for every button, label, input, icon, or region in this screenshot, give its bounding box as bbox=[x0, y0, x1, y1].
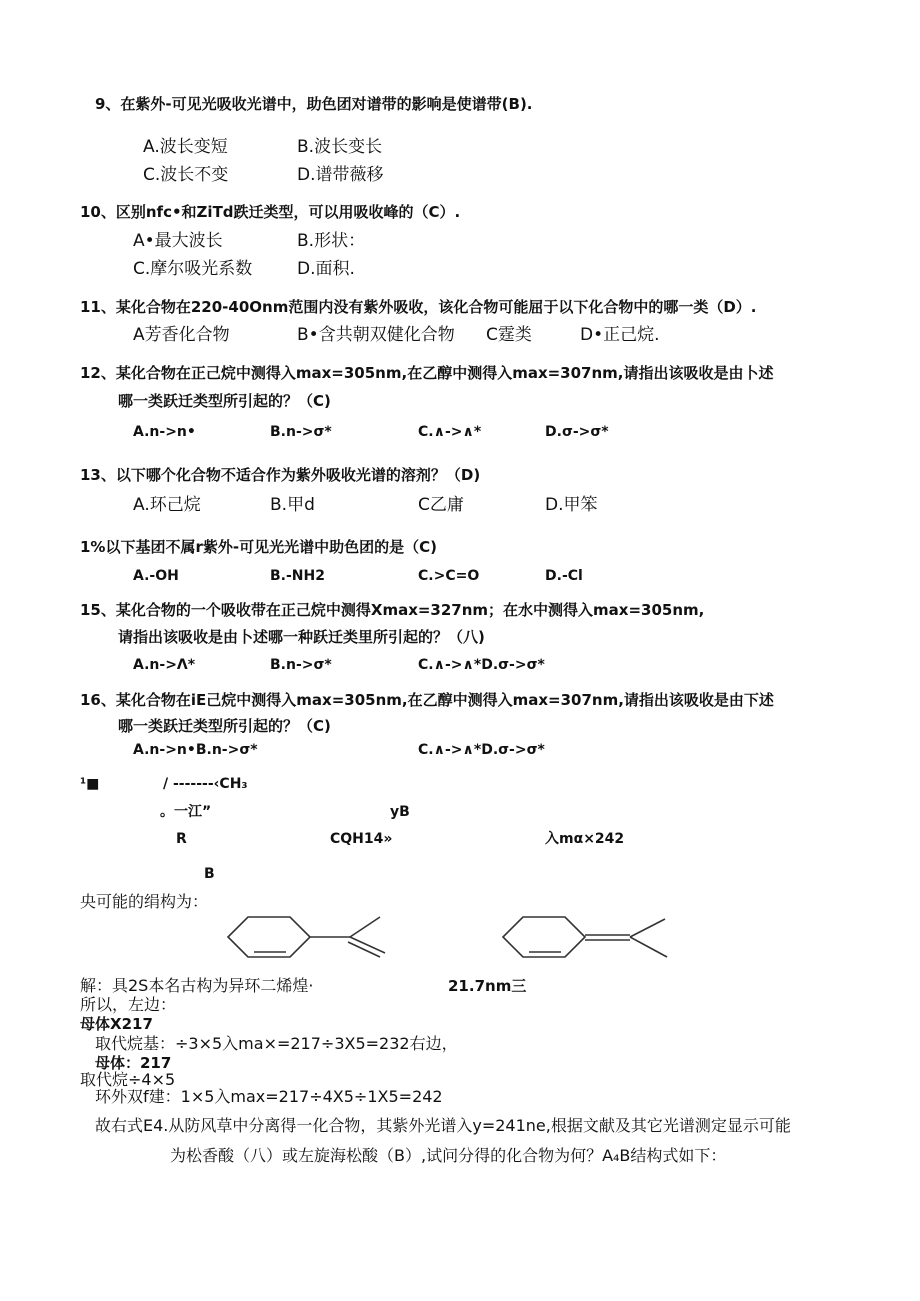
q13-stem: 13、以下哪个化合物不适合作为紫外吸收光谱的溶剂？（D) bbox=[80, 466, 481, 484]
q16-option-cd: C.∧->∧*D.σ->σ* bbox=[418, 742, 545, 758]
fragment-chain: / -------‹CH₃ bbox=[163, 776, 248, 792]
q9-option-b: B.波长变长 bbox=[297, 137, 383, 157]
q10-option-c: C.摩尔吸光系数 bbox=[133, 259, 253, 279]
q13-option-b: B.甲d bbox=[270, 495, 315, 515]
q14-option-c: C.>C=O bbox=[418, 568, 480, 584]
solution-line-8: 故右式E4.从防风草中分离得一化合物，其紫外光谱入y=241ne,根据文献及其它光谱测定显示可能 bbox=[95, 1116, 791, 1135]
q10-option-d: D.面积. bbox=[297, 259, 355, 279]
q10-option-b: B.形状： bbox=[297, 231, 366, 251]
q12-option-c: C.∧->∧* bbox=[418, 424, 482, 440]
solution-line-6: 取代烷÷4×5 bbox=[80, 1070, 176, 1089]
q9-stem: 9、在紫外-可见光吸收光谱中，助色团对谱带的影响是使谱带(B). bbox=[95, 95, 533, 113]
solution-line-1: 解：具2S本名古构为异环二烯煌· bbox=[80, 976, 314, 995]
q10-stem: 10、区别nfc•和ZiTd跌迁类型，可以用吸收峰的（C）. bbox=[80, 203, 461, 221]
q11-option-d: D•正己烷. bbox=[580, 325, 660, 345]
solution-line-7: 环外双f建：1×5入max=217÷4X5÷1X5=242 bbox=[95, 1087, 443, 1106]
q11-option-a: A芳香化合物 bbox=[133, 325, 230, 345]
q11-option-b: B•含共朝双健化合物 bbox=[297, 325, 455, 345]
fragment-b: B bbox=[204, 866, 215, 882]
q16-stem: 16、某化合物在iE己烷中测得入max=305nm,在乙醇中测得入max=307nm,请指出该吸收是由下述 bbox=[80, 691, 774, 709]
q14-option-a: A.-OH bbox=[133, 568, 179, 584]
q12-option-a: A.n->n• bbox=[133, 424, 196, 440]
q9-option-a: A.波长变短 bbox=[143, 137, 228, 157]
structure-left bbox=[220, 905, 400, 970]
fragment-r: R bbox=[176, 831, 187, 847]
q12-stem: 12、某化合物在正己烷中测得入max=305nm,在乙醇中测得入max=307nm,请指出该吸收是由卜述 bbox=[80, 364, 774, 382]
fragment-dot: 。一江” bbox=[160, 804, 212, 820]
solution-line-3: 母体X217 bbox=[80, 1015, 153, 1033]
q14-option-d: D.-Cl bbox=[545, 568, 583, 584]
q14-stem: 1%以下基团不属r紫外-可见光光谱中助色团的是（C) bbox=[80, 538, 437, 556]
q12-option-d: D.σ->σ* bbox=[545, 424, 609, 440]
fragment-lambda: 入mα×242 bbox=[545, 831, 625, 847]
fragment-formula: CQH14» bbox=[330, 831, 393, 847]
q13-option-a: A.环己烷 bbox=[133, 495, 201, 515]
q14-option-b: B.-NH2 bbox=[270, 568, 325, 584]
fragment-number: ¹■ bbox=[80, 776, 100, 792]
solution-intro: 央可能的绢构为： bbox=[80, 892, 209, 911]
q15-stem: 15、某化合物的一个吸收带在正己烷中测得Xmax=327nm；在水中测得入max=305nm, bbox=[80, 601, 705, 619]
q15-stem-2: 请指出该吸收是由卜述哪一种跃迁类里所引起的？（八) bbox=[118, 628, 485, 646]
q11-option-c: C霆类 bbox=[486, 325, 532, 345]
q12-option-b: B.n->σ* bbox=[270, 424, 332, 440]
q15-option-b: B.n->σ* bbox=[270, 657, 332, 673]
q15-option-a: A.n->Λ* bbox=[133, 657, 196, 673]
structure-right bbox=[495, 905, 680, 970]
solution-line-9: 为松香酸（八）或左旋海松酸（B）,试问分得的化合物为何？A₄B结构式如下： bbox=[170, 1146, 727, 1165]
solution-line-5: 母体：217 bbox=[95, 1054, 172, 1072]
q9-option-d: D.谱带薇移 bbox=[297, 165, 384, 185]
q9-option-c: C.波长不变 bbox=[143, 165, 229, 185]
solution-line-2: 所以，左边： bbox=[80, 995, 177, 1014]
q11-stem: 11、某化合物在220-40Onm范围内没有紫外吸收，该化合物可能屈于以下化合物中的哪一类（D）. bbox=[80, 298, 757, 316]
q13-option-d: D.甲笨 bbox=[545, 495, 598, 515]
q10-option-a: A•最大波长 bbox=[133, 231, 223, 251]
q15-option-cd: C.∧->∧*D.σ->σ* bbox=[418, 657, 545, 673]
q16-stem-2: 哪一类跃迁类型所引起的？（C) bbox=[118, 717, 331, 735]
q13-option-c: C乙庸 bbox=[418, 495, 464, 515]
q12-stem-2: 哪一类跃迁类型所引起的？（C) bbox=[118, 392, 331, 410]
fragment-yb: yB bbox=[390, 804, 410, 820]
solution-line-4: 取代烷基：÷3×5入ma×=217÷3X5=232右边， bbox=[95, 1034, 458, 1053]
solution-line-1b: 21.7nm三 bbox=[448, 977, 527, 995]
q16-option-ab: A.n->n•B.n->σ* bbox=[133, 742, 258, 758]
